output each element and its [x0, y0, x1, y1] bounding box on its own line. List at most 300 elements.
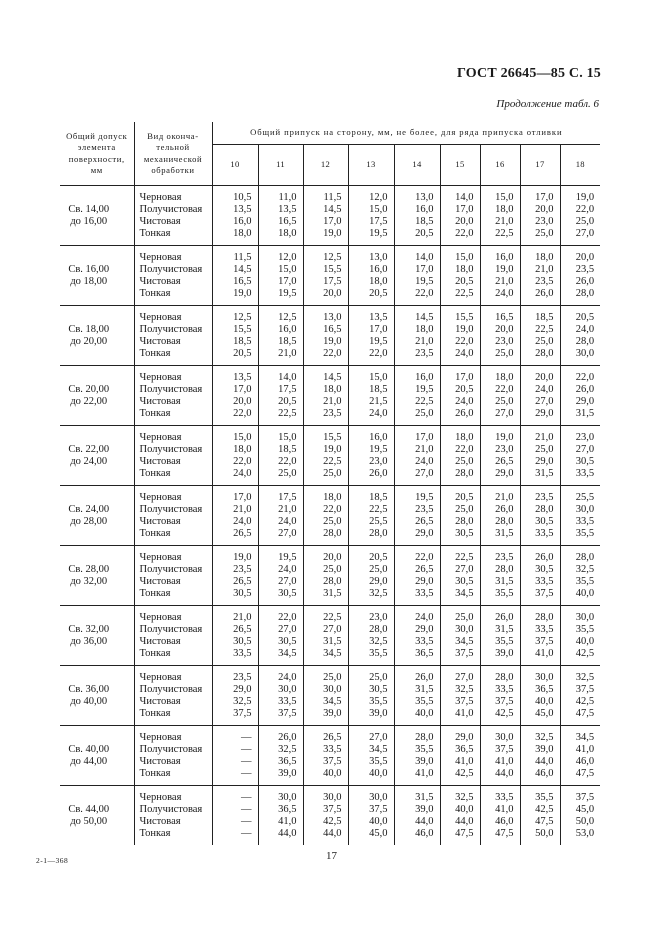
finishing-type-label: Получистовая	[139, 323, 203, 335]
allowance-value: 21,0	[415, 443, 434, 455]
finishing-types-cell	[134, 606, 212, 666]
finishing-type-label: Черновая	[139, 611, 182, 623]
allowance-value: 41,0	[415, 767, 434, 779]
allowance-value: 28,0	[369, 527, 388, 539]
allowance-value: 21,5	[369, 395, 388, 407]
allowance-value: 19,5	[369, 227, 388, 239]
allowance-value: —	[241, 743, 252, 755]
allowance-values-cell	[303, 726, 348, 786]
allowance-values-cell	[258, 546, 303, 606]
allowance-value: 23,0	[495, 335, 514, 347]
tolerance-range-line: до 16,00	[70, 215, 108, 227]
allowance-values-cell	[520, 786, 560, 846]
allowance-value: 19,5	[369, 443, 388, 455]
allowance-value: 19,0	[495, 431, 514, 443]
allowance-value: 21,0	[278, 347, 297, 359]
finishing-type-label: Тонкая	[139, 287, 171, 299]
finishing-type-label: Черновая	[139, 491, 182, 503]
allowance-values-cell	[212, 546, 258, 606]
allowance-value: 21,0	[233, 611, 252, 623]
table-row	[60, 246, 600, 306]
tolerance-range-line: Св. 22,00	[68, 443, 110, 455]
allowance-value: 53,0	[575, 827, 595, 839]
allowance-value: 41,0	[278, 815, 297, 827]
allowance-values-cell	[348, 186, 394, 246]
allowance-values-cell	[303, 606, 348, 666]
allowance-values-cell	[348, 666, 394, 726]
allowance-value: 20,5	[369, 551, 388, 563]
allowance-value: 17,0	[535, 191, 554, 203]
allowance-value: 14,0	[415, 251, 434, 263]
allowance-value: 15,0	[278, 263, 297, 275]
allowance-values-cell	[394, 426, 440, 486]
tolerance-range-line: до 50,00	[70, 815, 108, 827]
allowance-value: 23,0	[495, 443, 514, 455]
finishing-type-label: Получистовая	[139, 623, 203, 635]
header-finishing-type: Вид оконча-тельной механической обработки	[134, 122, 212, 186]
finishing-type-label: Тонкая	[139, 407, 171, 419]
finishing-type-label: Получистовая	[139, 503, 203, 515]
allowance-values-cell	[258, 606, 303, 666]
allowance-value: 34,5	[455, 587, 474, 599]
allowance-value: 20,0	[535, 371, 554, 383]
allowance-values-cell	[480, 426, 520, 486]
finishing-type-label: Получистовая	[139, 683, 203, 695]
allowance-values-cell	[560, 306, 600, 366]
column-header-14: 14	[394, 145, 440, 186]
allowance-values-cell	[440, 786, 480, 846]
allowance-value: 44,0	[278, 827, 297, 839]
allowance-value: 19,5	[278, 287, 297, 299]
allowance-value: 46,0	[535, 767, 554, 779]
allowance-value: —	[241, 767, 252, 779]
allowance-value: 22,0	[455, 335, 474, 347]
allowance-value: 30,0	[323, 683, 342, 695]
allowance-value: 47,5	[455, 827, 474, 839]
allowance-value: 20,0	[323, 551, 342, 563]
allowance-value: 41,0	[455, 707, 474, 719]
column-header-15: 15	[440, 145, 480, 186]
allowance-value: 16,0	[415, 371, 434, 383]
allowance-value: 22,0	[278, 455, 297, 467]
allowance-values-cell	[520, 546, 560, 606]
allowance-value: 34,5	[323, 647, 342, 659]
allowance-value: 26,0	[575, 275, 595, 287]
finishing-type-label: Получистовая	[139, 803, 203, 815]
allowance-value: 11,0	[278, 191, 297, 203]
allowance-value: 29,0	[369, 575, 388, 587]
allowance-value: 19,0	[495, 263, 514, 275]
finishing-types-cell	[134, 306, 212, 366]
allowance-values-cell	[520, 486, 560, 546]
allowance-value: 34,5	[369, 743, 388, 755]
allowance-value: 44,0	[535, 755, 554, 767]
allowance-value: 31,5	[575, 407, 595, 419]
allowance-value: 33,5	[233, 647, 252, 659]
tolerance-range-line: до 24,00	[70, 455, 108, 467]
allowance-values-cell	[560, 606, 600, 666]
allowance-value: 41,0	[535, 647, 554, 659]
tolerance-range-cell	[60, 606, 134, 666]
allowance-value: 27,0	[575, 443, 595, 455]
allowance-value: 27,0	[323, 623, 342, 635]
allowance-value: —	[241, 803, 252, 815]
allowance-value: 27,0	[455, 671, 474, 683]
allowance-value: 31,5	[323, 587, 342, 599]
allowance-value: 26,5	[415, 563, 434, 575]
allowance-value: 14,5	[323, 203, 342, 215]
allowance-value: 22,0	[323, 503, 342, 515]
allowance-value: 24,0	[278, 563, 297, 575]
allowance-values-cell	[348, 426, 394, 486]
allowance-values-cell	[560, 366, 600, 426]
allowance-value: 47,5	[495, 827, 514, 839]
allowance-value: 21,0	[233, 503, 252, 515]
finishing-type-label: Тонкая	[139, 347, 171, 359]
allowance-value: 25,0	[323, 467, 342, 479]
allowance-value: 25,0	[455, 611, 474, 623]
allowance-values-cell	[520, 246, 560, 306]
allowance-value: 13,0	[415, 191, 434, 203]
allowance-value: 30,0	[575, 347, 595, 359]
allowance-value: 13,5	[369, 311, 388, 323]
allowance-value: 24,0	[415, 455, 434, 467]
allowance-value: 21,0	[415, 335, 434, 347]
allowance-value: 35,5	[575, 623, 595, 635]
tolerance-range-line: Св. 28,00	[68, 563, 110, 575]
allowance-values-cell	[440, 426, 480, 486]
table-row	[60, 306, 600, 366]
finishing-type-label: Тонкая	[139, 827, 171, 839]
finishing-type-label: Тонкая	[139, 647, 171, 659]
allowance-value: 40,0	[323, 767, 342, 779]
allowance-value: 47,5	[535, 815, 554, 827]
allowance-value: 15,0	[369, 371, 388, 383]
allowance-value: 27,0	[369, 731, 388, 743]
allowance-value: 31,5	[495, 623, 514, 635]
allowance-value: 42,5	[495, 707, 514, 719]
allowance-value: 12,5	[323, 251, 342, 263]
allowance-value: 20,0	[455, 215, 474, 227]
allowance-value: 29,0	[455, 731, 474, 743]
allowance-value: 22,5	[535, 323, 554, 335]
allowance-values-cell	[394, 366, 440, 426]
allowance-value: 20,5	[278, 395, 297, 407]
header-total-allowance: Общий припуск на сторону, мм, не более, для ряда припуска отливки	[212, 122, 600, 145]
allowance-value: 16,5	[323, 323, 342, 335]
allowance-value: 30,0	[495, 731, 514, 743]
allowance-value: 17,5	[278, 383, 297, 395]
allowance-value: 24,0	[455, 347, 474, 359]
allowance-value: 34,5	[323, 695, 342, 707]
allowance-value: 33,5	[535, 527, 554, 539]
allowance-value: 28,0	[575, 335, 595, 347]
allowance-value: 33,5	[575, 467, 595, 479]
allowance-value: 39,0	[278, 767, 297, 779]
allowance-values-cell	[348, 786, 394, 846]
allowance-values-cell	[212, 786, 258, 846]
allowance-value: 16,5	[495, 311, 514, 323]
allowance-value: 17,0	[323, 215, 342, 227]
allowance-value: 22,0	[575, 371, 595, 383]
allowance-value: 25,0	[278, 467, 297, 479]
allowance-value: 33,5	[575, 515, 595, 527]
finishing-type-label: Тонкая	[139, 767, 171, 779]
allowance-values-cell	[394, 666, 440, 726]
allowance-value: 18,0	[369, 275, 388, 287]
table-row	[60, 666, 600, 726]
allowance-value: —	[241, 791, 252, 803]
finishing-types-cell	[134, 726, 212, 786]
allowance-value: 47,5	[575, 707, 595, 719]
allowance-values-cell	[303, 546, 348, 606]
allowance-value: 31,5	[495, 527, 514, 539]
allowance-value: 16,0	[495, 251, 514, 263]
finishing-type-label: Получистовая	[139, 743, 203, 755]
allowance-value: 19,5	[415, 383, 434, 395]
allowance-value: 37,5	[233, 707, 252, 719]
allowance-value: 30,0	[369, 791, 388, 803]
allowance-value: 12,5	[233, 311, 252, 323]
allowance-value: 24,0	[535, 383, 554, 395]
allowance-value: 33,5	[495, 683, 514, 695]
allowance-value: 18,5	[369, 491, 388, 503]
allowance-values-cell	[520, 666, 560, 726]
allowance-values-cell	[303, 186, 348, 246]
allowance-values-cell	[348, 366, 394, 426]
allowance-value: 22,5	[455, 287, 474, 299]
allowance-value: 18,5	[278, 335, 297, 347]
finishing-type-label: Черновая	[139, 731, 182, 743]
tolerance-range-line: Св. 18,00	[68, 323, 110, 335]
allowance-values-cell	[212, 726, 258, 786]
allowance-value: 15,5	[323, 431, 342, 443]
allowance-value: 25,0	[323, 671, 342, 683]
allowance-value: 26,0	[575, 383, 595, 395]
allowance-values-cell	[560, 786, 600, 846]
allowance-value: 30,5	[278, 635, 297, 647]
allowance-value: 12,0	[369, 191, 388, 203]
allowance-values-cell	[560, 486, 600, 546]
finishing-type-label: Получистовая	[139, 563, 203, 575]
allowance-value: 37,5	[323, 755, 342, 767]
tolerance-range-line: Св. 40,00	[68, 743, 110, 755]
allowance-value: 46,0	[575, 755, 595, 767]
allowance-value: 18,0	[415, 323, 434, 335]
allowance-value: 25,0	[455, 503, 474, 515]
allowance-value: 14,5	[415, 311, 434, 323]
tolerance-range-cell	[60, 366, 134, 426]
table-row	[60, 366, 600, 426]
finishing-type-label: Чистовая	[139, 755, 181, 767]
allowance-values-cell	[348, 246, 394, 306]
tolerance-range-line: Св. 36,00	[68, 683, 110, 695]
tolerance-range-line: Св. 24,00	[68, 503, 110, 515]
allowance-value: 42,5	[455, 767, 474, 779]
allowance-value: 28,0	[535, 347, 554, 359]
column-header-16: 16	[480, 145, 520, 186]
allowance-value: 28,0	[495, 563, 514, 575]
allowance-values-cell	[258, 246, 303, 306]
finishing-types-cell	[134, 246, 212, 306]
allowance-value: 22,5	[415, 395, 434, 407]
allowance-value: 17,0	[369, 323, 388, 335]
allowance-value: 26,0	[535, 287, 554, 299]
allowance-value: 37,5	[495, 695, 514, 707]
allowance-values-cell	[480, 246, 520, 306]
allowance-value: 22,0	[455, 443, 474, 455]
finishing-type-label: Чистовая	[139, 815, 181, 827]
allowance-value: 25,0	[495, 347, 514, 359]
allowance-value: 22,5	[278, 407, 297, 419]
allowance-value: 18,0	[323, 491, 342, 503]
allowance-value: 18,5	[278, 443, 297, 455]
column-header-18: 18	[560, 145, 600, 186]
allowance-value: 30,0	[455, 623, 474, 635]
allowance-value: 20,0	[495, 323, 514, 335]
allowance-value: 17,5	[278, 491, 297, 503]
allowance-values-cell	[258, 186, 303, 246]
allowance-values-cell	[560, 186, 600, 246]
allowance-value: 13,5	[233, 371, 252, 383]
finishing-type-label: Чистовая	[139, 395, 181, 407]
allowance-value: 44,0	[415, 815, 434, 827]
allowance-value: 21,0	[495, 491, 514, 503]
allowance-values-cell	[258, 366, 303, 426]
tolerance-range-cell	[60, 726, 134, 786]
allowance-value: 28,0	[455, 467, 474, 479]
allowance-value: 23,5	[535, 491, 554, 503]
allowance-value: 24,0	[575, 323, 595, 335]
finishing-type-label: Черновая	[139, 551, 182, 563]
allowance-values-cell	[440, 726, 480, 786]
allowance-value: 29,0	[415, 575, 434, 587]
allowance-values-cell	[394, 186, 440, 246]
allowance-value: 19,0	[575, 191, 595, 203]
column-header-10: 10	[212, 145, 258, 186]
allowance-values-cell	[520, 186, 560, 246]
allowance-value: 41,0	[495, 755, 514, 767]
allowance-values-cell	[258, 666, 303, 726]
allowance-values-cell	[212, 246, 258, 306]
allowance-value: 40,0	[455, 803, 474, 815]
allowance-value: 41,0	[455, 755, 474, 767]
allowance-value: 33,5	[323, 743, 342, 755]
allowance-value: —	[241, 827, 252, 839]
allowance-values-cell	[440, 186, 480, 246]
allowance-value: 23,5	[233, 671, 252, 683]
allowance-value: 26,0	[369, 467, 388, 479]
allowance-value: 20,5	[575, 311, 595, 323]
allowance-value: 30,5	[278, 587, 297, 599]
allowance-value: 18,0	[495, 203, 514, 215]
allowance-value: 27,0	[278, 623, 297, 635]
allowance-value: 29,0	[575, 395, 595, 407]
allowance-value: 25,0	[323, 515, 342, 527]
finishing-type-label: Черновая	[139, 191, 182, 203]
allowance-value: 18,0	[278, 227, 297, 239]
allowance-value: 35,5	[495, 587, 514, 599]
table-row	[60, 726, 600, 786]
allowance-value: 36,5	[415, 647, 434, 659]
allowance-value: 40,0	[575, 587, 595, 599]
table-row	[60, 426, 600, 486]
allowance-value: 33,5	[415, 635, 434, 647]
allowance-value: 28,0	[455, 515, 474, 527]
allowance-values-cell	[394, 786, 440, 846]
allowance-values-cell	[348, 306, 394, 366]
allowance-values-cell	[394, 606, 440, 666]
allowance-value: 14,5	[323, 371, 342, 383]
allowance-value: 22,5	[323, 455, 342, 467]
table-row	[60, 186, 600, 246]
allowance-value: 23,0	[369, 455, 388, 467]
allowance-value: 21,0	[495, 215, 514, 227]
allowance-value: 15,0	[455, 251, 474, 263]
allowance-value: 15,0	[278, 431, 297, 443]
allowance-value: 27,0	[415, 467, 434, 479]
tolerance-range-cell	[60, 246, 134, 306]
finishing-types-cell	[134, 186, 212, 246]
allowance-value: 13,5	[278, 203, 297, 215]
page-number: 17	[326, 850, 337, 862]
allowance-value: 26,5	[233, 623, 252, 635]
allowance-values-cell	[520, 366, 560, 426]
finishing-type-label: Тонкая	[139, 467, 171, 479]
allowance-value: 20,0	[575, 251, 595, 263]
allowance-values-cell	[212, 666, 258, 726]
allowance-values-cell	[520, 306, 560, 366]
allowance-values-cell	[348, 606, 394, 666]
allowance-values-cell	[520, 426, 560, 486]
allowance-value: 50,0	[535, 827, 554, 839]
allowance-value: 25,5	[369, 515, 388, 527]
allowance-value: —	[241, 731, 252, 743]
allowance-value: 21,0	[535, 263, 554, 275]
allowance-value: 39,0	[369, 707, 388, 719]
allowance-value: 11,5	[323, 191, 342, 203]
allowance-value: 44,0	[323, 827, 342, 839]
footer-print-code: 2-1—368	[36, 856, 69, 865]
allowance-value: —	[241, 815, 252, 827]
tolerance-range-line: Св. 14,00	[68, 203, 110, 215]
allowance-value: 12,0	[278, 251, 297, 263]
allowance-value: 17,5	[323, 275, 342, 287]
allowance-values-cell	[560, 666, 600, 726]
allowance-value: 42,5	[323, 815, 342, 827]
allowance-value: 19,5	[415, 491, 434, 503]
tolerance-range-line: до 40,00	[70, 695, 108, 707]
header-total-tolerance: Общий допуск элемента поверхности, мм	[60, 122, 134, 186]
tolerance-range-line: до 44,00	[70, 755, 108, 767]
allowance-value: 15,5	[455, 311, 474, 323]
document-header-title: ГОСТ 26645—85 С. 15	[457, 66, 601, 81]
allowance-value: 17,0	[415, 431, 434, 443]
allowance-value: 22,5	[369, 503, 388, 515]
allowance-value: 11,5	[233, 251, 252, 263]
allowance-value: 39,0	[415, 803, 434, 815]
allowance-value: 31,5	[495, 575, 514, 587]
allowance-value: 18,5	[233, 335, 252, 347]
allowance-value: 19,0	[323, 443, 342, 455]
allowance-value: 35,5	[369, 695, 388, 707]
allowance-value: 16,5	[233, 275, 252, 287]
allowance-value: 46,0	[415, 827, 434, 839]
allowance-value: 28,0	[535, 503, 554, 515]
finishing-type-label: Черновая	[139, 671, 182, 683]
allowance-value: 28,0	[575, 287, 595, 299]
allowance-value: 15,5	[233, 323, 252, 335]
